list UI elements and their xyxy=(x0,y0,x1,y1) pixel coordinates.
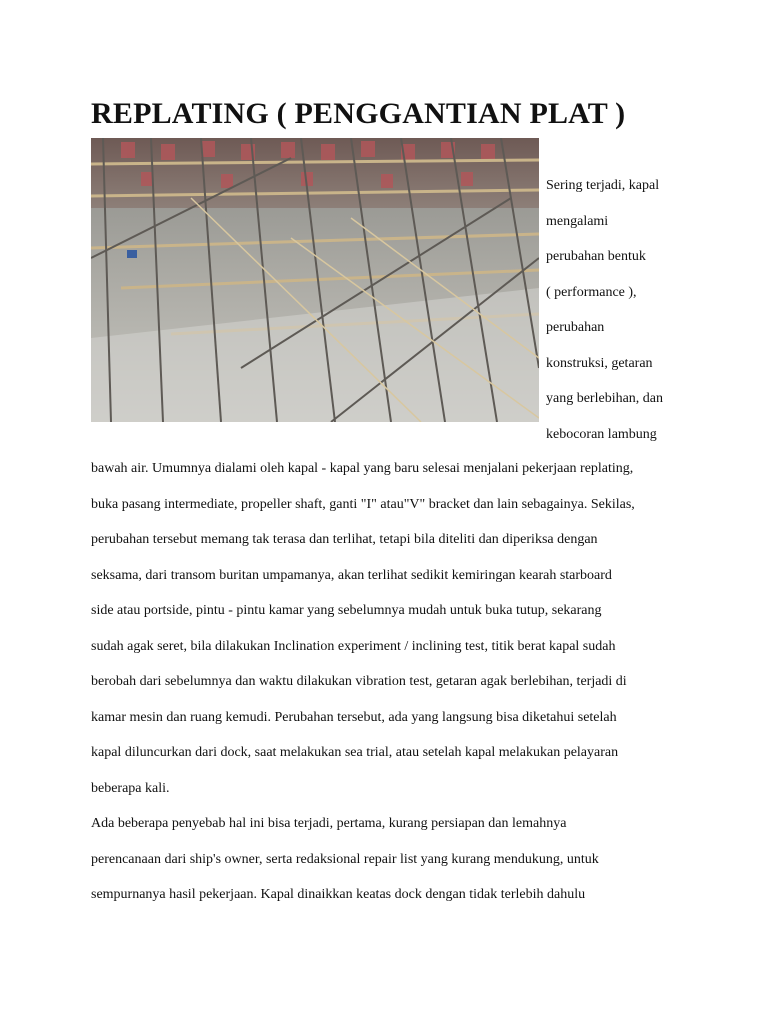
text-line: bawah air. Umumnya dialami oleh kapal - kapal yang baru selesai menjalani pekerjaan replating, xyxy=(91,461,634,476)
text-line: side atau portside, pintu - pintu kamar yang sebelumnya mudah untuk buka tutup, sekarang xyxy=(91,603,602,618)
text-line: sudah agak seret, bila dilakukan Inclination experiment / inclining test, titik berat kapal sudah xyxy=(91,638,616,654)
text-line: kapal diluncurkan dari dock, saat melakukan sea trial, atau setelah kapal melakukan pelayaran xyxy=(91,745,619,760)
text-line: Ada beberapa penyebab hal ini bisa terjadi, pertama, kurang persiapan dan lemahnya xyxy=(91,816,567,831)
text-line: ( performance ), xyxy=(546,284,637,300)
text-line: Sering terjadi, kapal xyxy=(546,178,660,193)
document-title: REPLATING ( PENGGANTIAN PLAT ) xyxy=(91,97,626,130)
text-line: berobah dari sebelumnya dan waktu dilakukan vibration test, getaran agak berlebihan, terjadi di xyxy=(91,674,627,689)
text-line: beberapa kali. xyxy=(91,780,170,796)
ship-hull-scaffolding-photo xyxy=(91,138,539,422)
text-line: perencanaan dari ship's owner, serta redaksional repair list yang kurang mendukung, untuk xyxy=(91,851,599,867)
text-line: kamar mesin dan ruang kemudi. Perubahan tersebut, ada yang langsung bisa diketahui setelah xyxy=(91,709,617,725)
text-line: mengalami xyxy=(546,213,609,229)
text-line: seksama, dari transom buritan umpamanya, akan terlihat sedikit kemiringan kearah starboard xyxy=(91,567,612,583)
body-text xyxy=(91,451,691,913)
text-line: konstruksi, getaran xyxy=(546,355,653,371)
paragraph-1 xyxy=(91,451,691,806)
text-line: sempurnanya hasil pekerjaan. Kapal dinaikkan keatas dock dengan tidak terlebih dahulu xyxy=(91,887,586,902)
text-line: perubahan bentuk xyxy=(546,249,646,264)
text-line: yang berlebihan, dan xyxy=(546,391,664,406)
text-line: perubahan tersebut memang tak terasa dan terlihat, tetapi bila diteliti dan diperiksa dengan xyxy=(91,532,598,547)
paragraph-2 xyxy=(91,806,691,913)
text-line: perubahan xyxy=(546,320,605,335)
text-line: buka pasang intermediate, propeller shaft, ganti "I" atau"V" bracket dan lain sebagainya. Sekilas, xyxy=(91,496,635,512)
figure-side-text xyxy=(546,168,746,452)
text-line: kebocoran lambung xyxy=(546,426,657,442)
